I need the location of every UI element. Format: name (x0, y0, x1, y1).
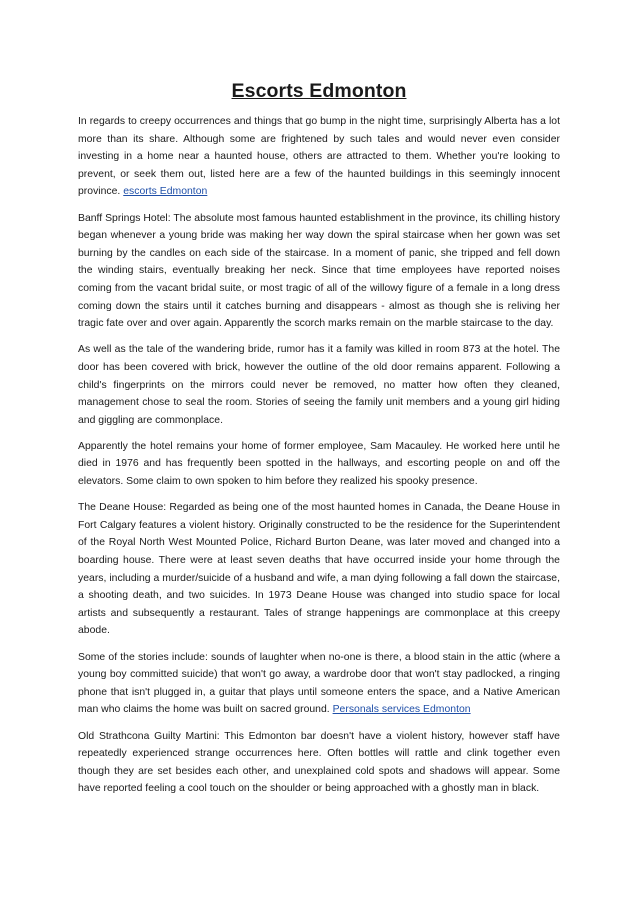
paragraph-wandering-bride: As well as the tale of the wandering bride, rumor has it a family was killed in room 873 at the hotel. The door has been covered with brick, however the outline of the old door remains apparent. Following a child's fingerprints on the mirrors could never be removed, no matter how often they cleaned, management chose to seal the room. Stories of seeing the family unit members and a young girl hiding and giggling are commonplace. (78, 344, 560, 426)
paragraph-banff-springs: Banff Springs Hotel: The absolute most famous haunted establishment in the province, its chilling history began whenever a young bride was making her way down the spiral staircase when her gown was set burning by the candles on each side of the staircase. In a moment of panic, she tripped and fell down the winding stairs, eventually breaking her neck. Since that time employees have reported noises coming from the vacant bridal suite, or most tragic of all of the willowy figure of a female in a long dress coming down the stairs until it catches burning and disappears - almost as though she is reliving her tragic fate over and over again. Apparently the scorch marks remain on the marble staircase to the day. (78, 212, 560, 330)
escorts-edmonton-link[interactable]: escorts Edmonton (123, 186, 208, 198)
document-page (78, 78, 560, 807)
paragraph-intro (78, 113, 560, 201)
document-title: Escorts Edmonton (231, 80, 407, 102)
paragraph-text: In regards to creepy occurrences and things that go bump in the night time, surprisingly Alberta has a lot more than its share. Although some are frightened by such tales and would never even consider investing in a home near a haunted house, others are attracted to them. Whether you're looking to prevent, or seek them out, listed here are a few of the haunted buildings in this seemingly innocent province. (78, 116, 560, 198)
paragraph-sam-macauley: Apparently the hotel remains your home of former employee, Sam Macauley. He worked here until he died in 1976 and has frequently been spotted in the hallways, and escorting people on and off the elevators. Some claim to own spoken to him before they realized his spooky presence. (78, 440, 560, 488)
paragraph-text: Some of the stories include: sounds of laughter when no-one is there, a blood stain in the attic (where a young boy committed suicide) that won't go away, a wardrobe door that won't stay padlocked, a ringing phone that isn't plugged in, a guitar that plays until someone enters the space, and a Native American man who claims the home was built on sacred ground. (78, 651, 560, 716)
personals-services-link[interactable]: Personals services Edmonton (332, 704, 471, 716)
paragraph-deane-house: The Deane House: Regarded as being one of the most haunted homes in Canada, the Deane House in Fort Calgary features a violent history. Originally constructed to be the residence for the Superintendent of the Royal North West Mounted Police, Richard Burton Deane, was later moved and changed into a boarding house. There were at least seven deaths that have occurred inside your home through the years, including a murder/suicide of a husband and wife, a man dying following a fall down the staircase, a shooting death, and two suicides. In 1973 Deane House was changed into studio space for local artists and subsequently a restaurant. Tales of strange happenings are commonplace at this creepy abode. (78, 502, 560, 637)
paragraph-guilty-martini: Old Strathcona Guilty Martini: This Edmonton bar doesn't have a violent history, however staff have repeatedly experienced strange occurrences here. Often bottles will rattle and clink together even though they are set besides each other, and unexplained cold spots and shadows will appear. Some have reported feeling a cool touch on the shoulder or being approached with a ghostly man in black. (78, 730, 560, 795)
paragraph-stories (78, 649, 560, 719)
